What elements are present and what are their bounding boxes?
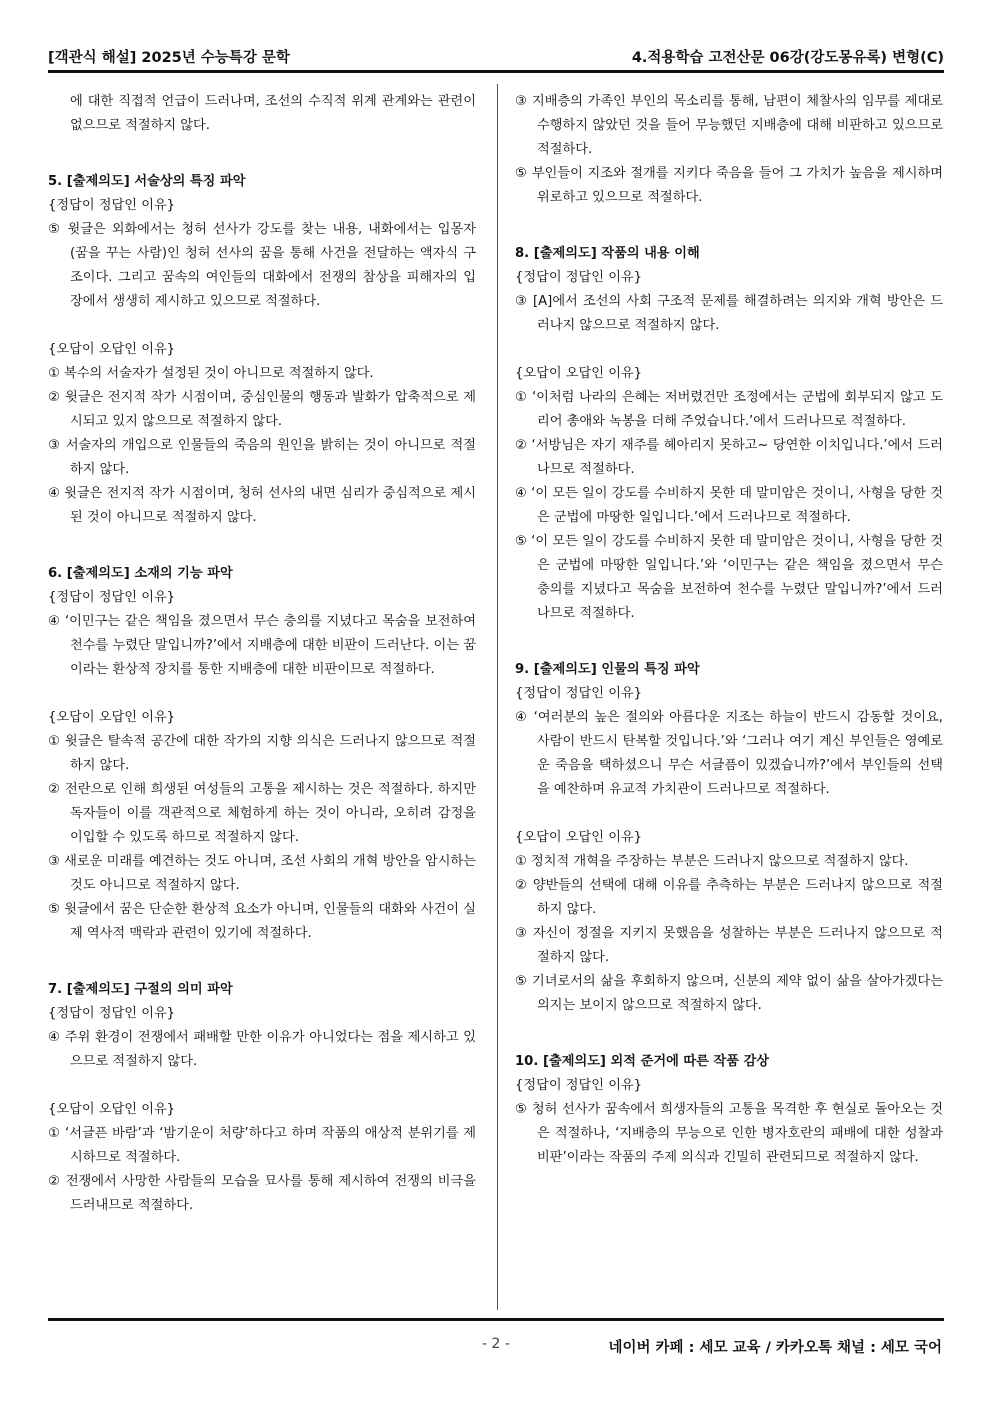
footer-channel-info: 네이버 카페 : 세모 교육 / 카카오톡 채널 : 세모 국어: [608, 1340, 942, 1356]
answer-label: {정답이 정답인 이유}: [48, 1006, 176, 1021]
answer-label: {정답이 정답인 이유}: [48, 590, 176, 605]
wrong-item: ② 윗글은 전지적 작가 시점이며, 중심인물의 행동과 발화가 압축적으로 제시되고 있지 않으므로 적절하지 않다.: [48, 390, 476, 429]
section-10-title: 10. [출제의도] 외적 준거에 따른 작품 감상: [515, 1054, 770, 1069]
wrong-item: ① ‘이처럼 나라의 은혜는 저버렸건만 조정에서는 군법에 회부되지 않고 도리어 총애와 녹봉을 더해 주었습니다.’에서 드러나므로 적절하다.: [515, 390, 943, 429]
wrong-item: ④ 윗글은 전지적 작가 시점이며, 청허 선사의 내면 심리가 중심적으로 제시된 것이 아니므로 적절하지 않다.: [48, 486, 476, 525]
bottom-rule: [48, 1318, 944, 1321]
wrong-item: ⑤ 기녀로서의 삶을 후회하지 않으며, 신분의 제약 없이 삶을 살아가겠다는 의지는 보이지 않으므로 적절하지 않다.: [515, 974, 943, 1013]
wrong-item: ② 양반들의 선택에 대해 이유를 추측하는 부분은 드러나지 않으므로 적절하지 않다.: [515, 878, 943, 917]
section-9-title: 9. [출제의도] 인물의 특징 파악: [515, 662, 700, 677]
answer-text: ⑤ 윗글은 외화에서는 청허 선사가 강도를 찾는 내용, 내화에서는 입몽자(꿈을 꾸는 사람)인 청허 선사의 꿈을 통해 사건을 전달하는 액자식 구조이다. 그리고 꿈속의 여인들의 대화에서 전쟁의 참상을 피해자의 입장에서 생생히 제시하고 있으므로 적절하다.: [48, 222, 476, 309]
wrong-item: ③ 새로운 미래를 예견하는 것도 아니며, 조선 사회의 개혁 방안을 암시하는 것도 아니므로 적절하지 않다.: [48, 854, 476, 893]
wrong-label: {오답이 오답인 이유}: [48, 1102, 176, 1117]
answer-label: {정답이 정답인 이유}: [515, 270, 643, 285]
wrong-item: ② 전쟁에서 사망한 사람들의 모습을 묘사를 통해 제시하여 전쟁의 비극을 드러내므로 적절하다.: [48, 1174, 476, 1213]
wrong-label: {오답이 오답인 이유}: [515, 366, 643, 381]
header-right-title: 4.적용학습 고전산문 06강(강도몽유록) 변형(C): [631, 50, 944, 66]
wrong-item: ④ ‘이 모든 일이 강도를 수비하지 못한 데 말미암은 것이니, 사형을 당한 것은 군법에 마땅한 일입니다.’에서 드러나므로 적절하다.: [515, 486, 943, 525]
continued-text: 에 대한 직접적 언급이 드러나며, 조선의 수직적 위계 관계와는 관련이 없으므로 적절하지 않다.: [70, 94, 476, 133]
page-number: - 2 -: [482, 1336, 510, 1352]
answer-text: ④ ‘이민구는 같은 책임을 졌으면서 무슨 충의를 지녔다고 목숨을 보전하여 천수를 누렸단 말입니까?’에서 지배층에 대한 비판이 드러난다. 이는 꿈이라는 환상적 장치를 통한 지배층에 대한 비판이므로 적절하다.: [48, 614, 476, 677]
answer-text: ③ [A]에서 조선의 사회 구조적 문제를 해결하려는 의지와 개혁 방안은 드러나지 않으므로 적절하지 않다.: [515, 294, 943, 333]
wrong-item: ② ‘서방님은 자기 재주를 헤아리지 못하고~ 당연한 이치입니다.’에서 드러나므로 적절하다.: [515, 438, 943, 477]
wrong-item: ③ 서술자의 개입으로 인물들의 죽음의 원인을 밝히는 것이 아니므로 적절하지 않다.: [48, 438, 476, 477]
wrong-item: ③ 자신이 정절을 지키지 못했음을 성찰하는 부분은 드러나지 않으므로 적절하지 않다.: [515, 926, 943, 965]
answer-label: {정답이 정답인 이유}: [515, 1078, 643, 1093]
top-rule: [48, 70, 944, 73]
wrong-label: {오답이 오답인 이유}: [48, 342, 176, 357]
wrong-item: ① 정치적 개혁을 주장하는 부분은 드러나지 않으므로 적절하지 않다.: [515, 854, 909, 869]
section-8-title: 8. [출제의도] 작품의 내용 이해: [515, 246, 700, 261]
wrong-label: {오답이 오답인 이유}: [515, 830, 643, 845]
continued-item: ③ 지배층의 가족인 부인의 목소리를 통해, 남편이 체찰사의 임무를 제대로 수행하지 않았던 것을 들어 무능했던 지배층에 대해 비판하고 있으므로 적절하다.: [515, 94, 943, 157]
wrong-item: ① 복수의 서술자가 설정된 것이 아니므로 적절하지 않다.: [48, 366, 374, 381]
column-divider: [497, 84, 498, 1310]
section-7-title: 7. [출제의도] 구절의 의미 파악: [48, 982, 233, 997]
header-left-title: [객관식 해설] 2025년 수능특강 문학: [48, 50, 290, 66]
wrong-item: ⑤ 윗글에서 꿈은 단순한 환상적 요소가 아니며, 인물들의 대화와 사건이 실제 역사적 맥락과 관련이 있기에 적절하다.: [48, 902, 476, 941]
right-column: [515, 90, 943, 1170]
answer-label: {정답이 정답인 이유}: [515, 686, 643, 701]
section-5-title: 5. [출제의도] 서술상의 특징 파악: [48, 174, 246, 189]
answer-text: ④ ‘여러분의 높은 절의와 아름다운 지조는 하늘이 반드시 감동할 것이요, 사람이 반드시 탄복할 것입니다.’와 ‘그러나 여기 계신 부인들은 영예로운 죽음을 택하셨으니 무슨 서글픔이 있겠습니까?’에서 부인들의 선택을 예찬하며 유교적 가치관이 드러나므로 적절하다.: [515, 710, 943, 797]
wrong-item: ⑤ ‘이 모든 일이 강도를 수비하지 못한 데 말미암은 것이니, 사형을 당한 것은 군법에 마땅한 일입니다.’와 ‘이민구는 같은 책임을 졌으면서 무슨 충의를 지녔다고 목숨을 보전하여 천수를 누렸단 말입니까?’에서 드러나므로 적절하다.: [515, 534, 943, 621]
wrong-label: {오답이 오답인 이유}: [48, 710, 176, 725]
wrong-item: ① ‘서글픈 바람’과 ‘밤기운이 처량’하다고 하며 작품의 애상적 분위기를 제시하므로 적절하다.: [48, 1126, 476, 1165]
wrong-item: ② 전란으로 인해 희생된 여성들의 고통을 제시하는 것은 적절하다. 하지만 독자들이 이를 객관적으로 체험하게 하는 것이 아니라, 오히려 감정을 이입할 수 있도록 하므로 적절하지 않다.: [48, 782, 476, 845]
wrong-item: ① 윗글은 탈속적 공간에 대한 작가의 지향 의식은 드러나지 않으므로 적절하지 않다.: [48, 734, 476, 773]
section-6-title: 6. [출제의도] 소재의 기능 파악: [48, 566, 233, 581]
answer-label: {정답이 정답인 이유}: [48, 198, 176, 213]
continued-item: ⑤ 부인들이 지조와 절개를 지키다 죽음을 들어 그 가치가 높음을 제시하며 위로하고 있으므로 적절하다.: [515, 166, 943, 205]
left-column: [48, 90, 476, 1218]
answer-text: ④ 주위 환경이 전쟁에서 패배할 만한 이유가 아니었다는 점을 제시하고 있으므로 적절하지 않다.: [48, 1030, 476, 1069]
answer-text: ⑤ 청허 선사가 꿈속에서 희생자들의 고통을 목격한 후 현실로 돌아오는 것은 적절하나, ‘지배층의 무능으로 인한 병자호란의 패배에 대한 성찰과 비판’이라는 작품의 주제 의식과 긴밀히 관련되므로 적절하지 않다.: [515, 1102, 943, 1165]
